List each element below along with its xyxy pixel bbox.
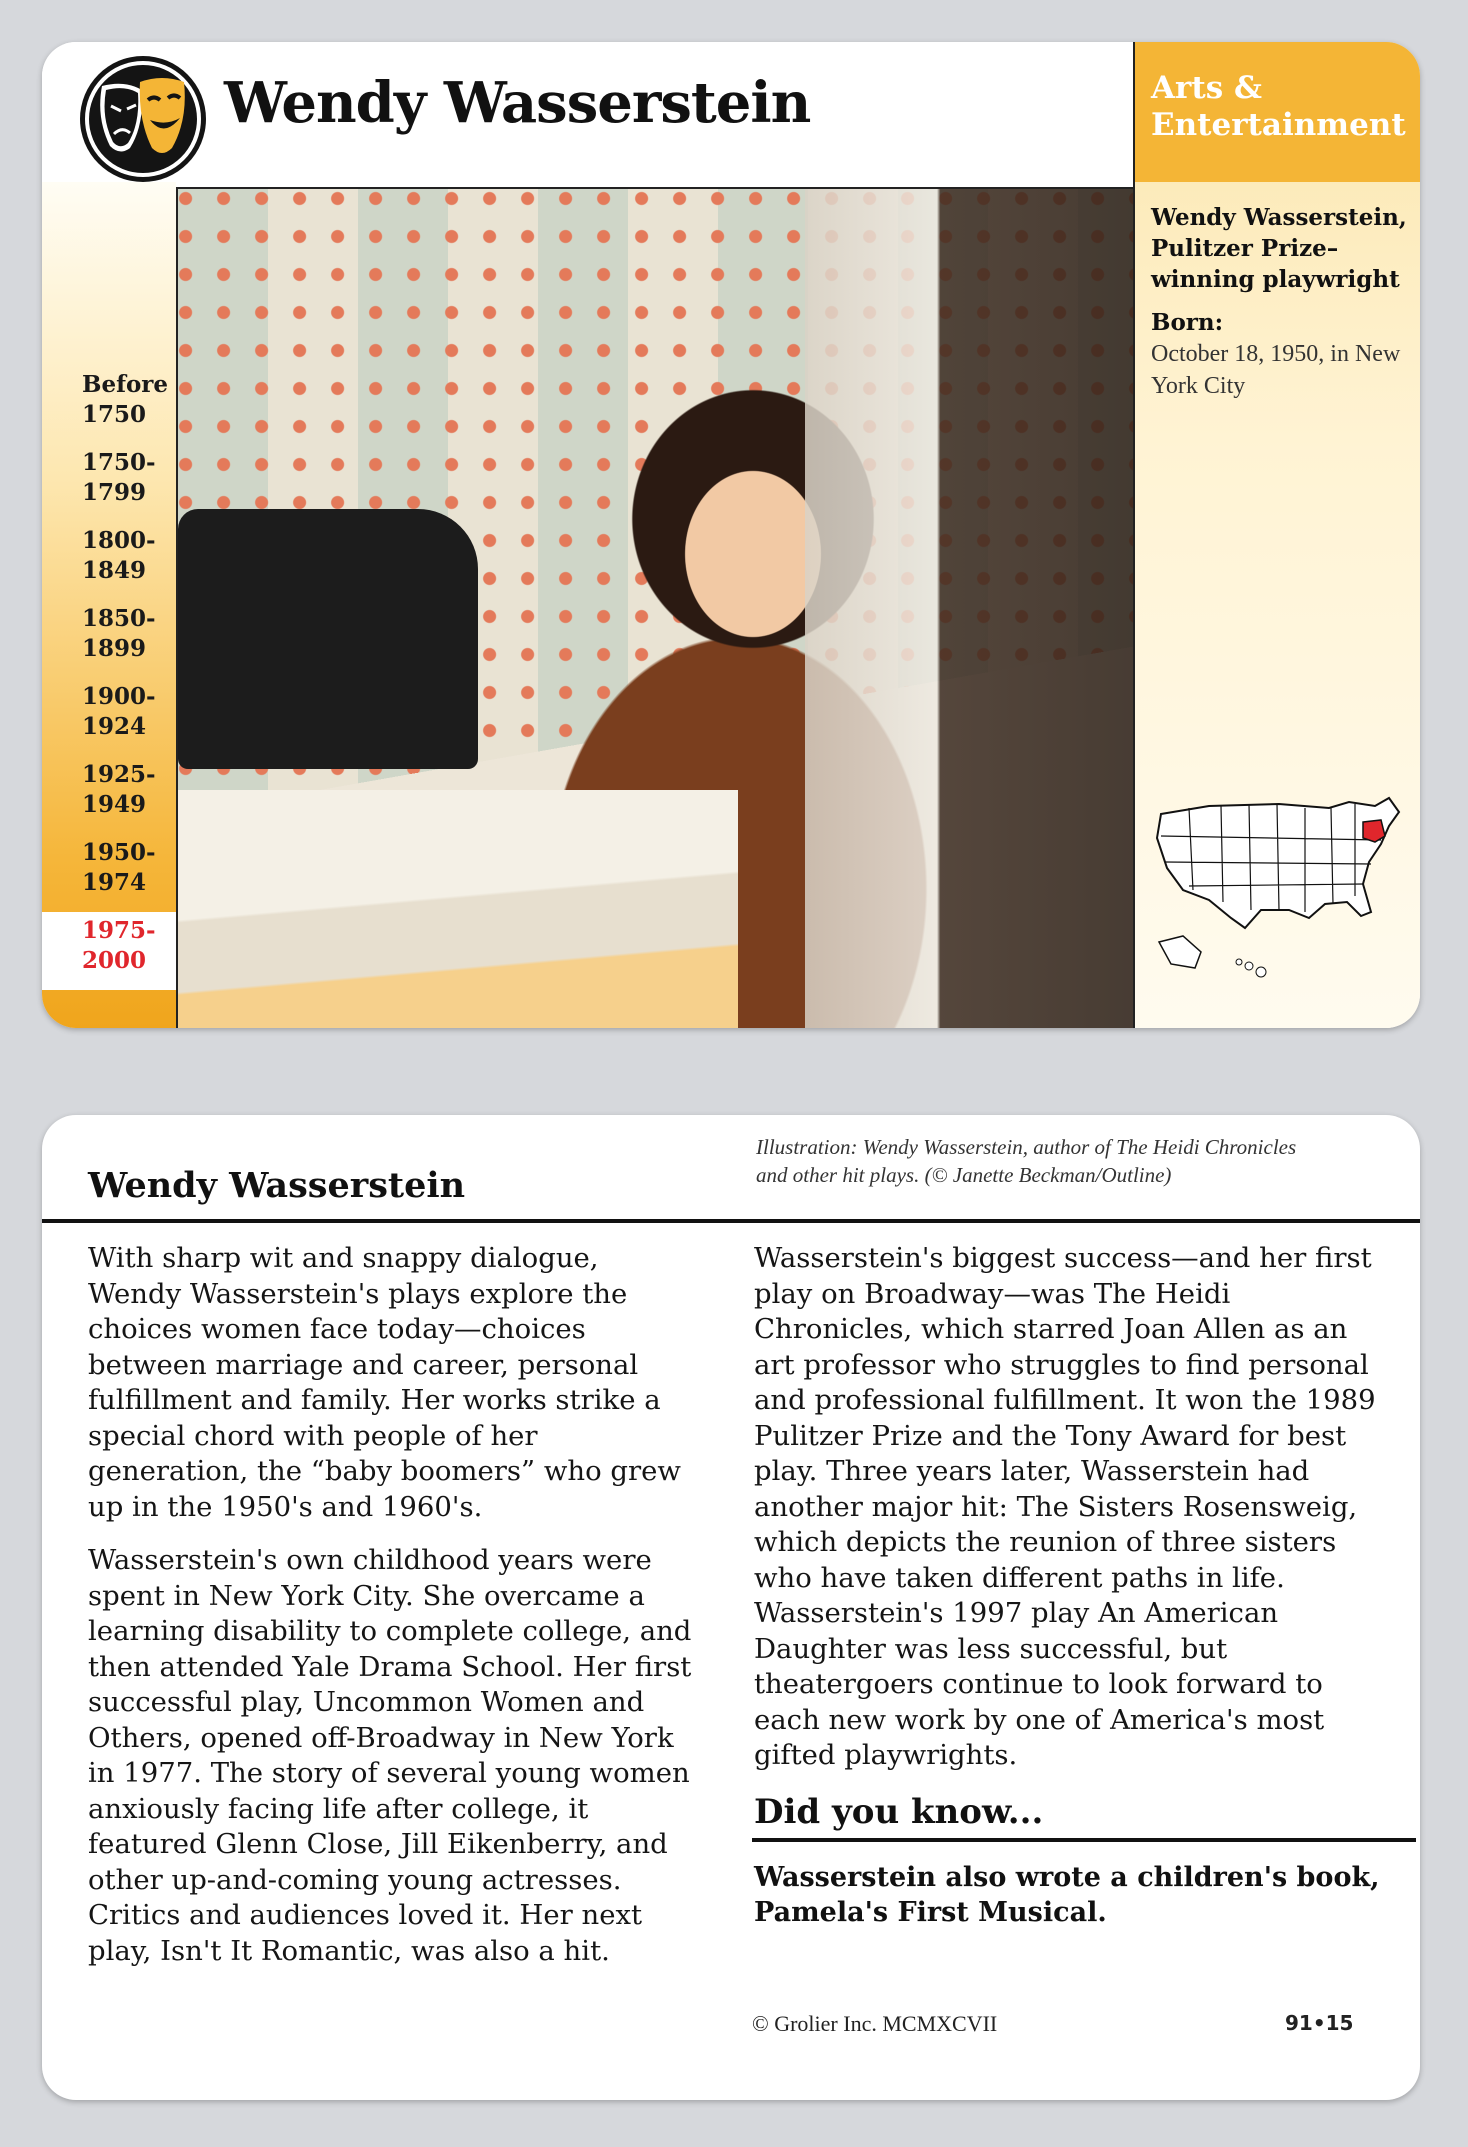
photo-background-wall	[805, 189, 1135, 1028]
born-value: October 18, 1950, in New York City	[1151, 341, 1401, 399]
era-item: 1800- 1849	[82, 527, 156, 584]
portrait-photo	[176, 187, 1135, 1028]
did-you-know-rule	[752, 1838, 1416, 1842]
photo-typewriter	[178, 509, 478, 769]
right-column	[754, 1241, 1384, 1930]
us-map-icon	[1149, 792, 1409, 982]
copyright: © Grolier Inc. MCMXCVII	[752, 2011, 998, 2036]
photo-papers	[178, 790, 738, 1028]
era-item: 1900- 1924	[82, 683, 156, 740]
body-paragraph: Wasserstein's own childhood years were spent in New York City. She overcame a learning disability to complete college, and then attended Yale Drama School. Her first successful play, Uncommon Women and Others, opened off-Broadway in New York in 1977. The story of several young women anxiously facing life after college, it featured Glenn Close, Jill Eikenberry, and other up-and-coming young actresses. Critics and audiences loved it. Her next play, Isn't It Romantic, was also a hit.	[88, 1544, 692, 1967]
body-paragraph: With sharp wit and snappy dialogue, Wendy Wasserstein's plays explore the choices women face today—choices between marriage and career, personal fulfillment and family. Her works strike a special chord with people of her generation, the “baby boomers” who grew up in the 1950's and 1960's.	[88, 1242, 681, 1523]
did-you-know-heading: Did you know...	[754, 1791, 1044, 1832]
info-sidebar	[1133, 42, 1420, 1028]
header-rule	[42, 1219, 1420, 1223]
era-item: 1750- 1799	[82, 449, 156, 506]
back-card	[42, 1115, 1420, 2100]
back-title: Wendy Wasserstein	[88, 1165, 466, 1206]
era-item: Before 1750	[82, 371, 169, 428]
photo-caption: Illustration: Wendy Wasserstein, author of The Heidi Chronicles and other hit plays. (© Janette Beckman/Outline)	[756, 1135, 1297, 1187]
era-item: 1925- 1949	[82, 761, 156, 818]
era-item-active: 1975- 2000	[42, 912, 176, 990]
front-card	[42, 42, 1420, 1028]
era-timeline	[42, 366, 176, 990]
did-you-know-text: Wasserstein also wrote a children's book, Pamela's First Musical.	[754, 1861, 1380, 1928]
category-label: Arts & Entertainment	[1135, 42, 1420, 182]
card-number: 91•15	[1285, 2011, 1354, 2035]
theater-masks-icon	[80, 56, 206, 182]
subject-description: Wendy Wasserstein, Pulitzer Prize–winning playwright	[1151, 204, 1407, 293]
born-label: Born:	[1151, 309, 1224, 336]
left-column	[88, 1241, 698, 1987]
card-title: Wendy Wasserstein	[224, 70, 811, 136]
era-item: 1950- 1974	[82, 839, 156, 896]
body-paragraph: Wasserstein's biggest success—and her first play on Broadway—was The Heidi Chronicles, which starred Joan Allen as an art professor who struggles to find personal and professional fulfillment. It won the 1989 Pulitzer Prize and the Tony Award for best play. Three years later, Wasserstein had another major hit: The Sisters Rosensweig, which depicts the reunion of three sisters who have taken different paths in life. Wasserstein's 1997 play An American Daughter was less successful, but theatergoers continue to look forward to each new work by one of America's most gifted playwrights.	[754, 1242, 1376, 1771]
era-item: 1850- 1899	[82, 605, 156, 662]
